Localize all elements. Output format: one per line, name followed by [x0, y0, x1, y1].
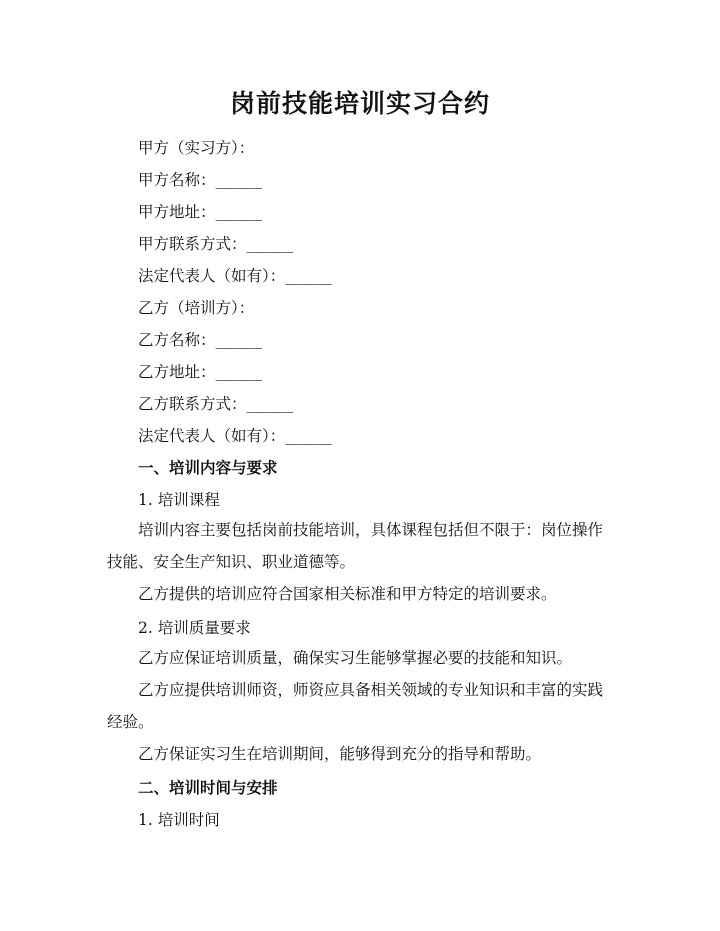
party-a-header: 甲方（实习方）： — [138, 139, 255, 157]
section-1-sub-1-paragraph-2: 乙方提供的培训应符合国家相关标准和甲方特定的培训要求。 — [138, 585, 557, 603]
party-a-contact: 甲方联系方式：______ — [138, 235, 294, 253]
party-a-address: 甲方地址：______ — [138, 203, 263, 221]
party-b-contact: 乙方联系方式：______ — [138, 395, 294, 413]
section-1-sub-2-heading: 2. 培训质量要求 — [138, 619, 251, 637]
party-a-name: 甲方名称：______ — [138, 171, 263, 189]
party-b-address: 乙方地址：______ — [138, 363, 263, 381]
section-1-sub-2-paragraph-3: 乙方保证实习生在培训期间，能够得到充分的指导和帮助。 — [138, 745, 542, 763]
party-b-name: 乙方名称：______ — [138, 331, 263, 349]
party-b-header: 乙方（培训方）： — [138, 299, 255, 317]
party-b-representative: 法定代表人（如有）：______ — [138, 427, 332, 445]
section-1-sub-2-paragraph-1: 乙方应保证培训质量，确保实习生能够掌握必要的技能和知识。 — [138, 649, 573, 667]
section-1-sub-2-paragraph-2: 乙方应提供培训师资，师资应具备相关领域的专业知识和丰富的实践经验。 — [107, 681, 604, 731]
section-1-heading: 一、培训内容与要求 — [138, 458, 278, 477]
section-2-sub-1-heading: 1. 培训时间 — [138, 811, 220, 829]
section-2-heading: 二、培训时间与安排 — [138, 778, 278, 797]
section-1-sub-1-heading: 1. 培训课程 — [138, 491, 220, 509]
document-title: 岗前技能培训实习合约 — [229, 89, 490, 118]
section-1-sub-1-paragraph-1: 培训内容主要包括岗前技能培训，具体课程包括但不限于：岗位操作技能、安全生产知识、职业道德等。 — [107, 521, 604, 571]
party-a-representative: 法定代表人（如有）：______ — [138, 267, 332, 285]
